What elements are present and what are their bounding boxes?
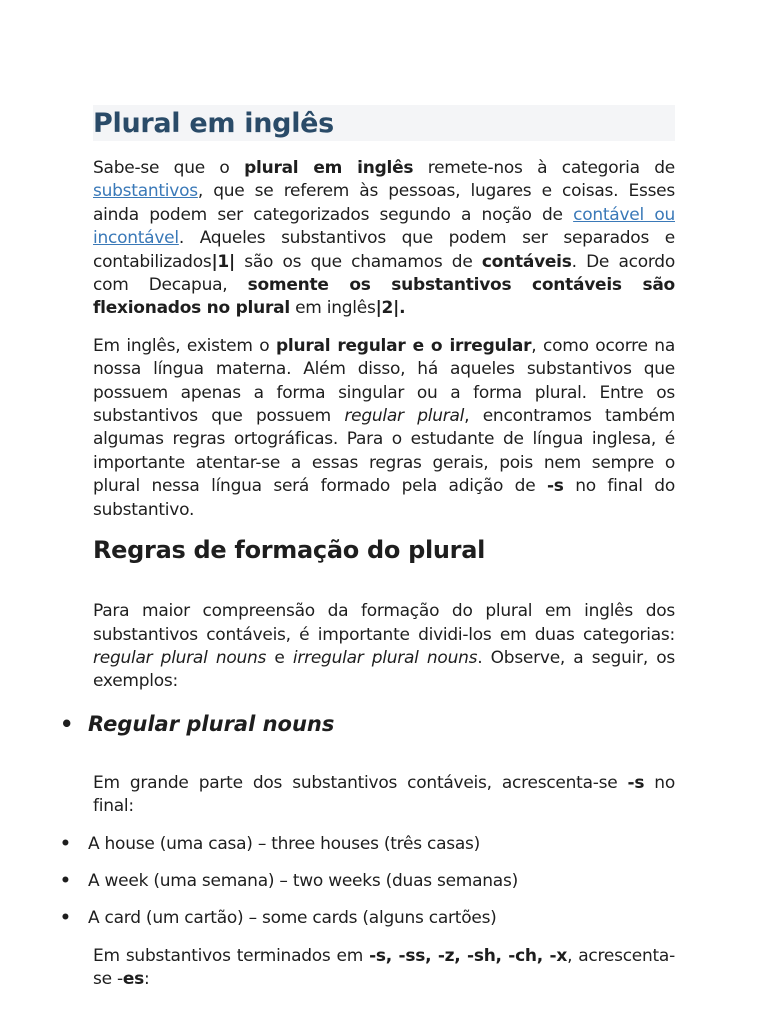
text: : — [144, 969, 150, 990]
example-text: A card (um cartão) – some cards (alguns cartões) — [88, 908, 497, 929]
list-item — [60, 833, 675, 856]
bold-text: es — [122, 969, 145, 990]
paragraph-intro — [93, 157, 675, 321]
paragraph-categories — [93, 600, 675, 694]
title-bar — [93, 105, 675, 141]
text: , que se referem às pessoas, lugares e coisas. Esses ainda podem ser categorizados segundo a noção de — [93, 181, 675, 225]
text: Em inglês, existem o — [93, 335, 276, 356]
text: . Observe, a seguir, os exemplos: — [93, 647, 675, 692]
text: no final do substantivo. — [93, 476, 675, 520]
bold-text: -s — [627, 772, 645, 793]
subheading-label: Regular plural nouns — [88, 711, 335, 736]
link-substantivos[interactable]: substantivos — [93, 181, 198, 202]
paragraph-es-rule — [93, 945, 675, 992]
text: no final: — [93, 772, 675, 817]
bold-text: contáveis — [481, 251, 572, 272]
text: remete-nos à categoria de — [413, 158, 676, 178]
text: , acrescenta-se - — [93, 945, 675, 990]
page-title: Plural em inglês — [93, 107, 334, 139]
link-contavel-ou-incontavel[interactable]: contável ou incontável — [93, 204, 675, 249]
text: Em substantivos terminados em — [93, 945, 370, 966]
text: , encontramos também algumas regras ortográficas. Para o estudante de língua inglesa, é importante atentar-se a essas regras gerais, pois nem sempre o plural nessa língua será formado pela adição de — [93, 406, 675, 497]
text: e — [266, 647, 293, 668]
bold-text: -s, -ss, -z, -sh, -ch, -x — [369, 945, 568, 966]
bold-text: plural em inglês — [244, 158, 414, 178]
footnote-ref-2: |2|. — [375, 298, 406, 319]
text: . Aqueles substantivos que podem ser separados e contabilizados — [93, 228, 675, 272]
bullet-icon: • — [60, 711, 74, 736]
example-text: A week (uma semana) – two weeks (duas semanas) — [88, 870, 518, 891]
article-content — [60, 105, 676, 1006]
bold-text: plural regular e o irregular — [275, 335, 532, 356]
example-text: A house (uma casa) – three houses (três casas) — [88, 833, 481, 854]
text: Sabe-se que o — [93, 158, 245, 178]
bold-text: somente os substantivos contáveis são flexionados no plural — [93, 275, 675, 319]
bold-text: -s — [546, 476, 564, 497]
text: são os que chamamos de — [234, 251, 482, 272]
text: Em grande parte dos substantivos contáveis, acrescenta-se — [93, 772, 628, 793]
paragraph-plural-types — [93, 335, 675, 522]
subheading-regular-plural-nouns — [60, 711, 675, 736]
text: em inglês — [289, 298, 376, 319]
paragraph-regular-rule — [93, 772, 675, 819]
section-heading: Regras de formação do plural — [93, 536, 486, 565]
footnote-ref-1: |1| — [211, 251, 235, 272]
list-item — [60, 907, 675, 930]
bullet-icon: • — [60, 908, 71, 929]
italic-text: irregular plural nouns — [292, 647, 478, 668]
italic-text: regular plural nouns — [93, 647, 267, 668]
text: Para maior compreensão da formação do plural em inglês dos substantivos contáveis, é importante dividi-los em duas categorias: — [93, 601, 675, 645]
bullet-icon: • — [60, 870, 71, 891]
text: . De acordo com Decapua, — [93, 251, 675, 296]
list-item — [60, 870, 675, 893]
text: , como ocorre na nossa língua materna. Além disso, há aqueles substantivos que possuem apenas a forma singular ou a forma plural. Entre os substantivos que possuem — [93, 335, 675, 427]
bullet-icon: • — [60, 833, 71, 854]
italic-text: regular plural — [344, 406, 465, 427]
